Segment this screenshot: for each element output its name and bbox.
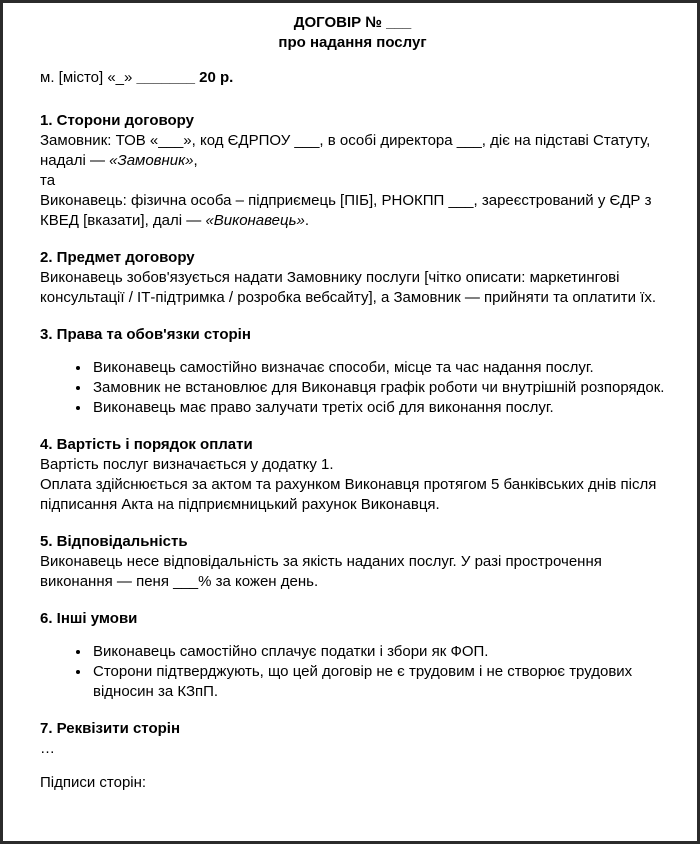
section-liability-paragraph: Виконавець несе відповідальність за якість наданих послуг. У разі прострочення виконання — пеня ___% за кожен день.: [40, 553, 602, 590]
section-other-terms-heading: 6. Інші умови: [40, 610, 138, 627]
parties-customer-text: Замовник: ТОВ «___», код ЄДРПОУ ___, в особі директора ___, діє на підставі Статуту, надалі —: [40, 132, 651, 169]
section-parties-paragraph: [40, 131, 665, 231]
section-payment-paragraph-2: Оплата здійснюється за актом та рахунком Виконавця протягом 5 банківських днів після підписання Акта на підприємницький рахунок Виконавця.: [40, 476, 657, 513]
section-other-terms: [40, 609, 665, 702]
document-title-line1: ДОГОВІР № ___: [293, 14, 412, 31]
list-item: • Замовник не встановлює для Виконавця графік роботи чи внутрішній розпорядок.: [91, 378, 665, 398]
parties-contractor-period: .: [304, 212, 309, 229]
parties-contractor-term: «Виконавець»: [205, 212, 305, 229]
section-parties: [40, 111, 665, 231]
city-date-blank: _______ 20 р.: [136, 69, 234, 86]
document-title: [40, 13, 665, 53]
other-terms-list: [40, 642, 665, 702]
parties-customer-term: «Замовник»: [109, 152, 194, 169]
list-item: • Сторони підтверджують, що цей договір не є трудовим і не створює трудових відносин за КЗпП.: [91, 662, 665, 702]
requisites-placeholder: …: [40, 740, 55, 757]
section-parties-heading: 1. Сторони договору: [40, 112, 194, 129]
parties-and-text: та: [40, 172, 56, 189]
document-title-line2: про надання послуг: [278, 34, 427, 51]
parties-customer-comma: ,: [193, 152, 198, 169]
section-payment-heading: 4. Вартість і порядок оплати: [40, 436, 253, 453]
list-item: • Виконавець має право залучати третіх осіб для виконання послуг.: [91, 398, 665, 418]
section-subject-heading: 2. Предмет договору: [40, 249, 195, 266]
section-liability-heading: 5. Відповідальність: [40, 533, 188, 550]
section-liability: [40, 532, 665, 592]
section-rights-obligations-heading: 3. Права та обов'язки сторін: [40, 326, 251, 343]
section-subject-paragraph: Виконавець зобов'язується надати Замовнику послуги [чітко описати: маркетингові консультації / ІТ-підтримка / розробка вебсайту], а Замовник — прийняти та оплатити їх.: [40, 269, 657, 306]
city-date-regular: м. [місто] «_»: [40, 69, 137, 86]
parties-contractor-text: Виконавець: фізична особа – підприємець [ПІБ], РНОКПП ___, зареєстрований у ЄДР з КВЕД [вказати], далі —: [40, 192, 652, 229]
city-date-line: [40, 68, 665, 88]
rights-obligations-list: [40, 358, 665, 418]
section-subject: [40, 248, 665, 308]
section-requisites: [40, 719, 665, 793]
list-item: • Виконавець самостійно визначає способи, місце та час надання послуг.: [91, 358, 665, 378]
section-payment: [40, 435, 665, 515]
signatures-line: Підписи сторін:: [40, 774, 147, 791]
section-rights-obligations: [40, 325, 665, 418]
section-requisites-heading: 7. Реквізити сторін: [40, 720, 181, 737]
list-item: • Виконавець самостійно сплачує податки і збори як ФОП.: [91, 642, 665, 662]
section-payment-paragraph-1: Вартість послуг визначається у додатку 1.: [40, 456, 334, 473]
